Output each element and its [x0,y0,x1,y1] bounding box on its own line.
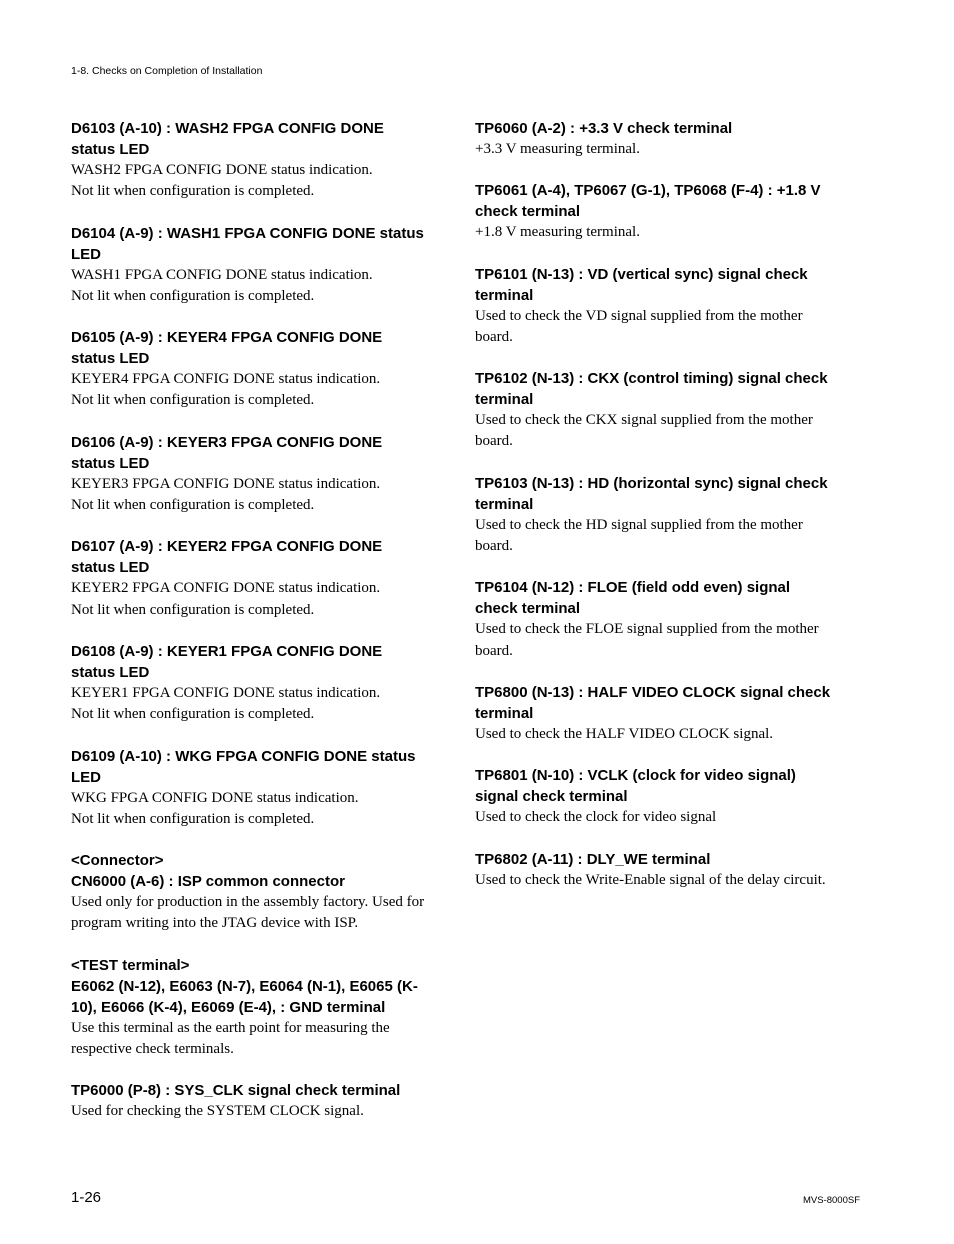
entry-description: Used to check the VD signal supplied from the mother [475,307,803,324]
entry-heading: status LED [71,141,150,158]
spec-entry [475,577,853,662]
entry-heading: D6105 (A-9) : KEYER4 FPGA CONFIG DONE [71,329,383,347]
entry-heading: CN6000 (A-6) : ISP common connector [71,873,345,891]
entry-description: respective check terminals. [71,1041,234,1058]
spec-entry [475,368,853,453]
entry-heading: TP6104 (N-12) : FLOE (field odd even) signal [475,579,791,597]
entry-heading: TP6800 (N-13) : HALF VIDEO CLOCK signal check [475,683,831,701]
entry-description: Used to check the HALF VIDEO CLOCK signal. [475,725,774,742]
spec-entry [475,264,853,349]
spec-entry [475,118,853,160]
entry-heading: status LED [71,350,150,368]
entry-description: WKG FPGA CONFIG DONE status indication. [71,789,359,806]
entry-heading: TP6801 (N-10) : VCLK (clock for video signal) [475,767,796,785]
entry-heading: check terminal [475,203,581,221]
entry-description: +1.8 V measuring terminal. [475,224,640,241]
spec-entry [71,432,449,517]
model-number: MVS-8000SF [802,1195,860,1206]
entry-heading: status LED [71,663,150,681]
entry-description: Used to check the FLOE signal supplied from the mother [475,621,819,638]
spec-entry [71,118,449,203]
entry-heading: D6104 (A-9) : WASH1 FPGA CONFIG DONE status [71,224,424,242]
entry-heading: TP6102 (N-13) : CKX (control timing) signal check [475,370,828,388]
entry-description: Used for checking the SYSTEM CLOCK signal. [71,1103,364,1120]
entry-heading: TP6101 (N-13) : VD (vertical sync) signal check [475,265,808,283]
entry-heading: D6103 (A-10) : WASH2 FPGA CONFIG DONE [71,120,384,137]
entry-description: board. [475,328,513,345]
spec-entry [475,180,853,243]
entry-description: Not lit when configuration is completed. [71,392,315,409]
entry-description: Used to check the Write-Enable signal of the delay circuit. [475,871,826,888]
entry-heading: D6107 (A-9) : KEYER2 FPGA CONFIG DONE [71,538,383,556]
spec-entry [475,682,853,745]
entry-heading: LED [71,245,101,263]
entry-description: program writing into the JTAG device with ISP. [71,915,359,932]
entry-heading: D6106 (A-9) : KEYER3 FPGA CONFIG DONE [71,433,383,451]
entry-heading: TP6000 (P-8) : SYS_CLK signal check terminal [71,1082,401,1100]
entry-heading: signal check terminal [475,788,628,806]
entry-description: KEYER3 FPGA CONFIG DONE status indication. [71,475,381,492]
entry-description: board. [475,538,513,555]
entry-heading: status LED [71,454,150,472]
entry-description: Used to check the clock for video signal [475,809,717,826]
entry-heading: 10), E6066 (K-4), E6069 (E-4), : GND terminal [71,998,386,1016]
entry-description: Use this terminal as the earth point for measuring the [71,1019,390,1036]
entry-description: Used only for production in the assembly factory. Used for [71,894,425,911]
entry-heading: terminal [475,286,534,304]
entry-heading: <Connector> [71,852,164,870]
spec-entry [475,473,853,558]
entry-description: KEYER2 FPGA CONFIG DONE status indication. [71,580,381,597]
spec-entry [475,765,853,828]
spec-entry [71,746,449,831]
entry-heading: terminal [475,704,534,722]
entry-heading: <TEST terminal> [71,956,190,974]
entry-description: +3.3 V measuring terminal. [475,141,640,157]
entry-description: Not lit when configuration is completed. [71,287,315,304]
left-column [71,118,449,1143]
entry-description: Not lit when configuration is completed. [71,183,315,200]
entry-heading: D6109 (A-10) : WKG FPGA CONFIG DONE status [71,747,416,765]
entry-heading: TP6061 (A-4), TP6067 (G-1), TP6068 (F-4) : +1.8 V [475,182,821,200]
entry-description: Used to check the CKX signal supplied from the mother [475,412,813,429]
spec-entry [71,641,449,726]
entry-description: WASH1 FPGA CONFIG DONE status indication. [71,266,373,283]
spec-entry [71,536,449,621]
entry-heading: terminal [475,391,534,409]
entry-heading: E6062 (N-12), E6063 (N-7), E6064 (N-1), E6065 (K- [71,977,418,995]
entry-description: Not lit when configuration is completed. [71,706,315,723]
page-number: 1-26 [71,1189,102,1206]
entry-heading: TP6802 (A-11) : DLY_WE terminal [475,850,711,868]
entry-description: board. [475,433,513,450]
entry-description: board. [475,642,513,659]
entry-description: Not lit when configuration is completed. [71,601,315,618]
entry-heading: LED [71,768,101,786]
entry-description: Not lit when configuration is completed. [71,810,315,827]
right-column [475,118,853,911]
spec-entry [71,327,449,412]
entry-description: KEYER1 FPGA CONFIG DONE status indication. [71,684,381,701]
spec-entry [71,1080,449,1122]
entry-description: KEYER4 FPGA CONFIG DONE status indication. [71,371,381,388]
entry-heading: status LED [71,559,150,577]
running-header: 1-8. Checks on Completion of Installation [71,65,263,77]
spec-entry [71,850,449,935]
spec-entry [71,223,449,308]
entry-description: Used to check the HD signal supplied from the mother [475,516,803,533]
entry-heading: TP6103 (N-13) : HD (horizontal sync) signal check [475,474,828,492]
entry-heading: TP6060 (A-2) : +3.3 V check terminal [475,120,733,137]
entry-heading: D6108 (A-9) : KEYER1 FPGA CONFIG DONE [71,642,383,660]
entry-description: WASH2 FPGA CONFIG DONE status indication. [71,162,373,178]
entry-heading: check terminal [475,600,581,618]
spec-entry [71,955,449,1061]
entry-description: Not lit when configuration is completed. [71,497,315,514]
entry-heading: terminal [475,495,534,513]
spec-entry [475,849,853,891]
